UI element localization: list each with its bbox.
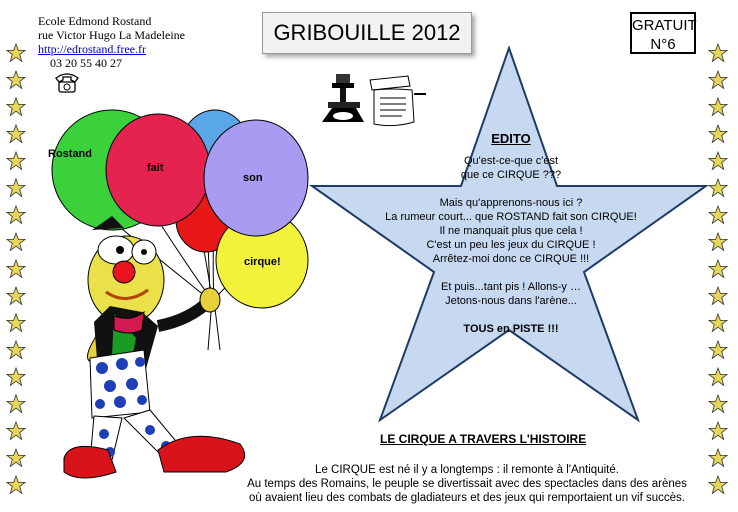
newsletter-title: GRIBOUILLE 2012 xyxy=(262,12,472,54)
star-icon xyxy=(708,337,728,363)
star-icon xyxy=(708,310,728,336)
school-phone: 03 20 55 40 27 xyxy=(50,56,122,70)
badge-free-label: GRATUIT xyxy=(632,17,697,34)
star-icon xyxy=(708,148,728,174)
edito-line: C'est un peu les jeux du CIRQUE ! xyxy=(426,239,596,251)
star-icon xyxy=(708,391,728,417)
star-icon xyxy=(708,175,728,201)
star-icon xyxy=(6,472,26,498)
edito-heading: EDITO xyxy=(491,131,531,146)
star-icon xyxy=(708,418,728,444)
star-icon xyxy=(6,67,26,93)
star-icon xyxy=(6,310,26,336)
edito-line: Arrêtez-moi donc ce CIRQUE !!! xyxy=(432,253,590,265)
balloon-label-fait: fait xyxy=(147,162,164,174)
edito-line: La rumeur court... que ROSTAND fait son CIRQUE! xyxy=(385,211,637,223)
star-icon xyxy=(6,445,26,471)
edito-line: Il ne manquait plus que cela ! xyxy=(439,225,583,237)
star-icon xyxy=(6,202,26,228)
star-icon xyxy=(6,391,26,417)
star-icon xyxy=(708,283,728,309)
balloon-label-cirque: cirque! xyxy=(244,256,281,268)
edito-line: Et puis...tant pis ! Allons-y … xyxy=(440,281,581,293)
star-icon xyxy=(708,202,728,228)
school-address: rue Victor Hugo La Madeleine xyxy=(38,28,186,42)
edito-text xyxy=(316,132,706,336)
telephone-icon xyxy=(54,70,80,94)
star-icon xyxy=(6,256,26,282)
star-icon xyxy=(708,364,728,390)
star-icon xyxy=(708,256,728,282)
badge-issue-number: N°6 xyxy=(650,36,676,53)
history-line: Au temps des Romains, le peuple se divertissait avec des spectacles dans des arènes xyxy=(247,478,687,490)
star-icon xyxy=(6,364,26,390)
star-icon xyxy=(6,40,26,66)
star-icon xyxy=(708,121,728,147)
school-website-link[interactable]: http://edrostand.free.fr xyxy=(38,42,146,56)
edito-line: Jetons-nous dans l'arène... xyxy=(445,295,577,307)
edito-line: Mais qu'apprenons-nous ici ? xyxy=(439,197,583,209)
star-icon xyxy=(6,283,26,309)
school-name: Ecole Edmond Rostand xyxy=(38,14,152,28)
star-icon xyxy=(708,229,728,255)
star-icon xyxy=(6,148,26,174)
star-icon xyxy=(6,418,26,444)
school-info xyxy=(38,14,185,70)
star-icon xyxy=(6,175,26,201)
star-icon xyxy=(708,94,728,120)
history-heading: LE CIRQUE A TRAVERS L'HISTOIRE xyxy=(380,432,587,446)
star-icon xyxy=(6,229,26,255)
star-icon xyxy=(708,67,728,93)
balloon-label-son: son xyxy=(243,172,263,184)
star-icon xyxy=(6,337,26,363)
star-icon xyxy=(6,121,26,147)
history-line: où avaient lieu des combats de gladiateurs et des jeux qui remportaient un vif succès. xyxy=(249,492,685,504)
right-star-border xyxy=(708,40,730,499)
balloon-label-rostand: Rostand xyxy=(48,148,92,160)
edito-closing: TOUS en PISTE !!! xyxy=(463,323,559,335)
history-line: Le CIRQUE est né il y a longtemps : il remonte à l'Antiquité. xyxy=(315,464,619,476)
edito-line: Qu'est-ce-que c'est xyxy=(463,155,559,167)
left-star-border xyxy=(6,40,28,499)
history-text xyxy=(222,463,712,505)
edito-line: que ce CIRQUE ??? xyxy=(460,169,562,181)
star-icon xyxy=(708,40,728,66)
star-icon xyxy=(6,94,26,120)
